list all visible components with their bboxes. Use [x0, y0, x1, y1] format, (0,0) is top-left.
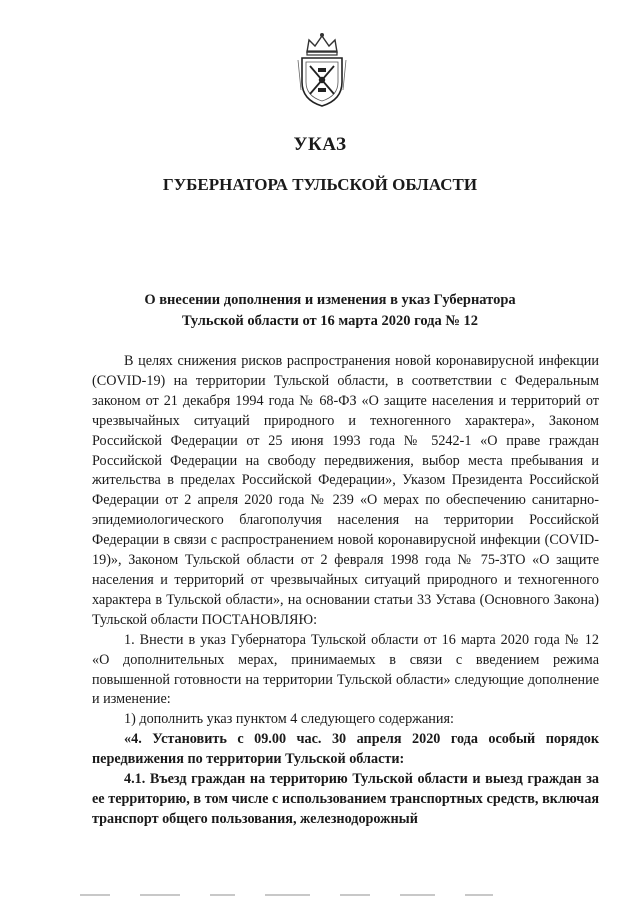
document-issuer: ГУБЕРНАТОРА ТУЛЬСКОЙ ОБЛАСТИ	[162, 175, 478, 194]
page-bottom-artifacts	[80, 886, 600, 894]
document-body	[92, 352, 599, 830]
preamble-paragraph: В целях снижения рисков распространения новой коронавирусной инфекции (COVID-19) на территории Тульской области, в соответствии с Федеральным законом от 21 декабря 1994 года № 68-ФЗ «О защите населения и территорий от чрезвычайных ситуаций природного и техногенного характера», Законом Российской Федерации от 25 июня 1993 года № 5242-1 «О праве граждан Российской Федерации на свободу передвижения, выбор места пребывания и жительства в пределах Российской Федерации», Указом Президента Российской Федерации от 2 апреля 2020 года № 239 «О мерах по обеспечению санитарно-эпидемиологического благополучия населения на территории Российской Федерации в связи с распространением новой коронавирусной инфекции (COVID-19)», Законом Тульской области от 2 февраля 1998 года № 75-ЗТО «О защите населения и территорий от чрезвычайных ситуаций природного и техногенного характера в Тульской области», на основании статьи 33 Устава (Основного Закона) Тульской области ПОСТАНОВЛЯЮ:	[92, 353, 599, 628]
subject-line-1: О внесении дополнения и изменения в указ Губернатора	[144, 292, 516, 308]
clause-4-1-paragraph: 4.1. Въезд граждан на территорию Тульской области и выезд граждан за ее территорию, в том числе с использованием транспортных средств, включая транспорт общего пользования, железнодорожный	[92, 771, 599, 827]
document-subject	[80, 290, 580, 332]
clause-1-paragraph: 1. Внести в указ Губернатора Тульской области от 16 марта 2020 года № 12 «О дополнительных мерах, принимаемых в связи с введением режима повышенной готовности на территории Тульской области» следующие дополнение и изменение:	[92, 631, 599, 708]
document-title: УКАЗ	[293, 134, 347, 155]
clause-4-paragraph: «4. Установить с 09.00 час. 30 апреля 2020 года особый порядок передвижения по территории Тульской области:	[92, 731, 599, 768]
coat-of-arms-icon	[293, 30, 351, 110]
clause-1-subitem-paragraph: 1) дополнить указ пунктом 4 следующего содержания:	[124, 711, 454, 728]
subject-line-2: Тульской области от 16 марта 2020 года № 12	[181, 313, 479, 329]
